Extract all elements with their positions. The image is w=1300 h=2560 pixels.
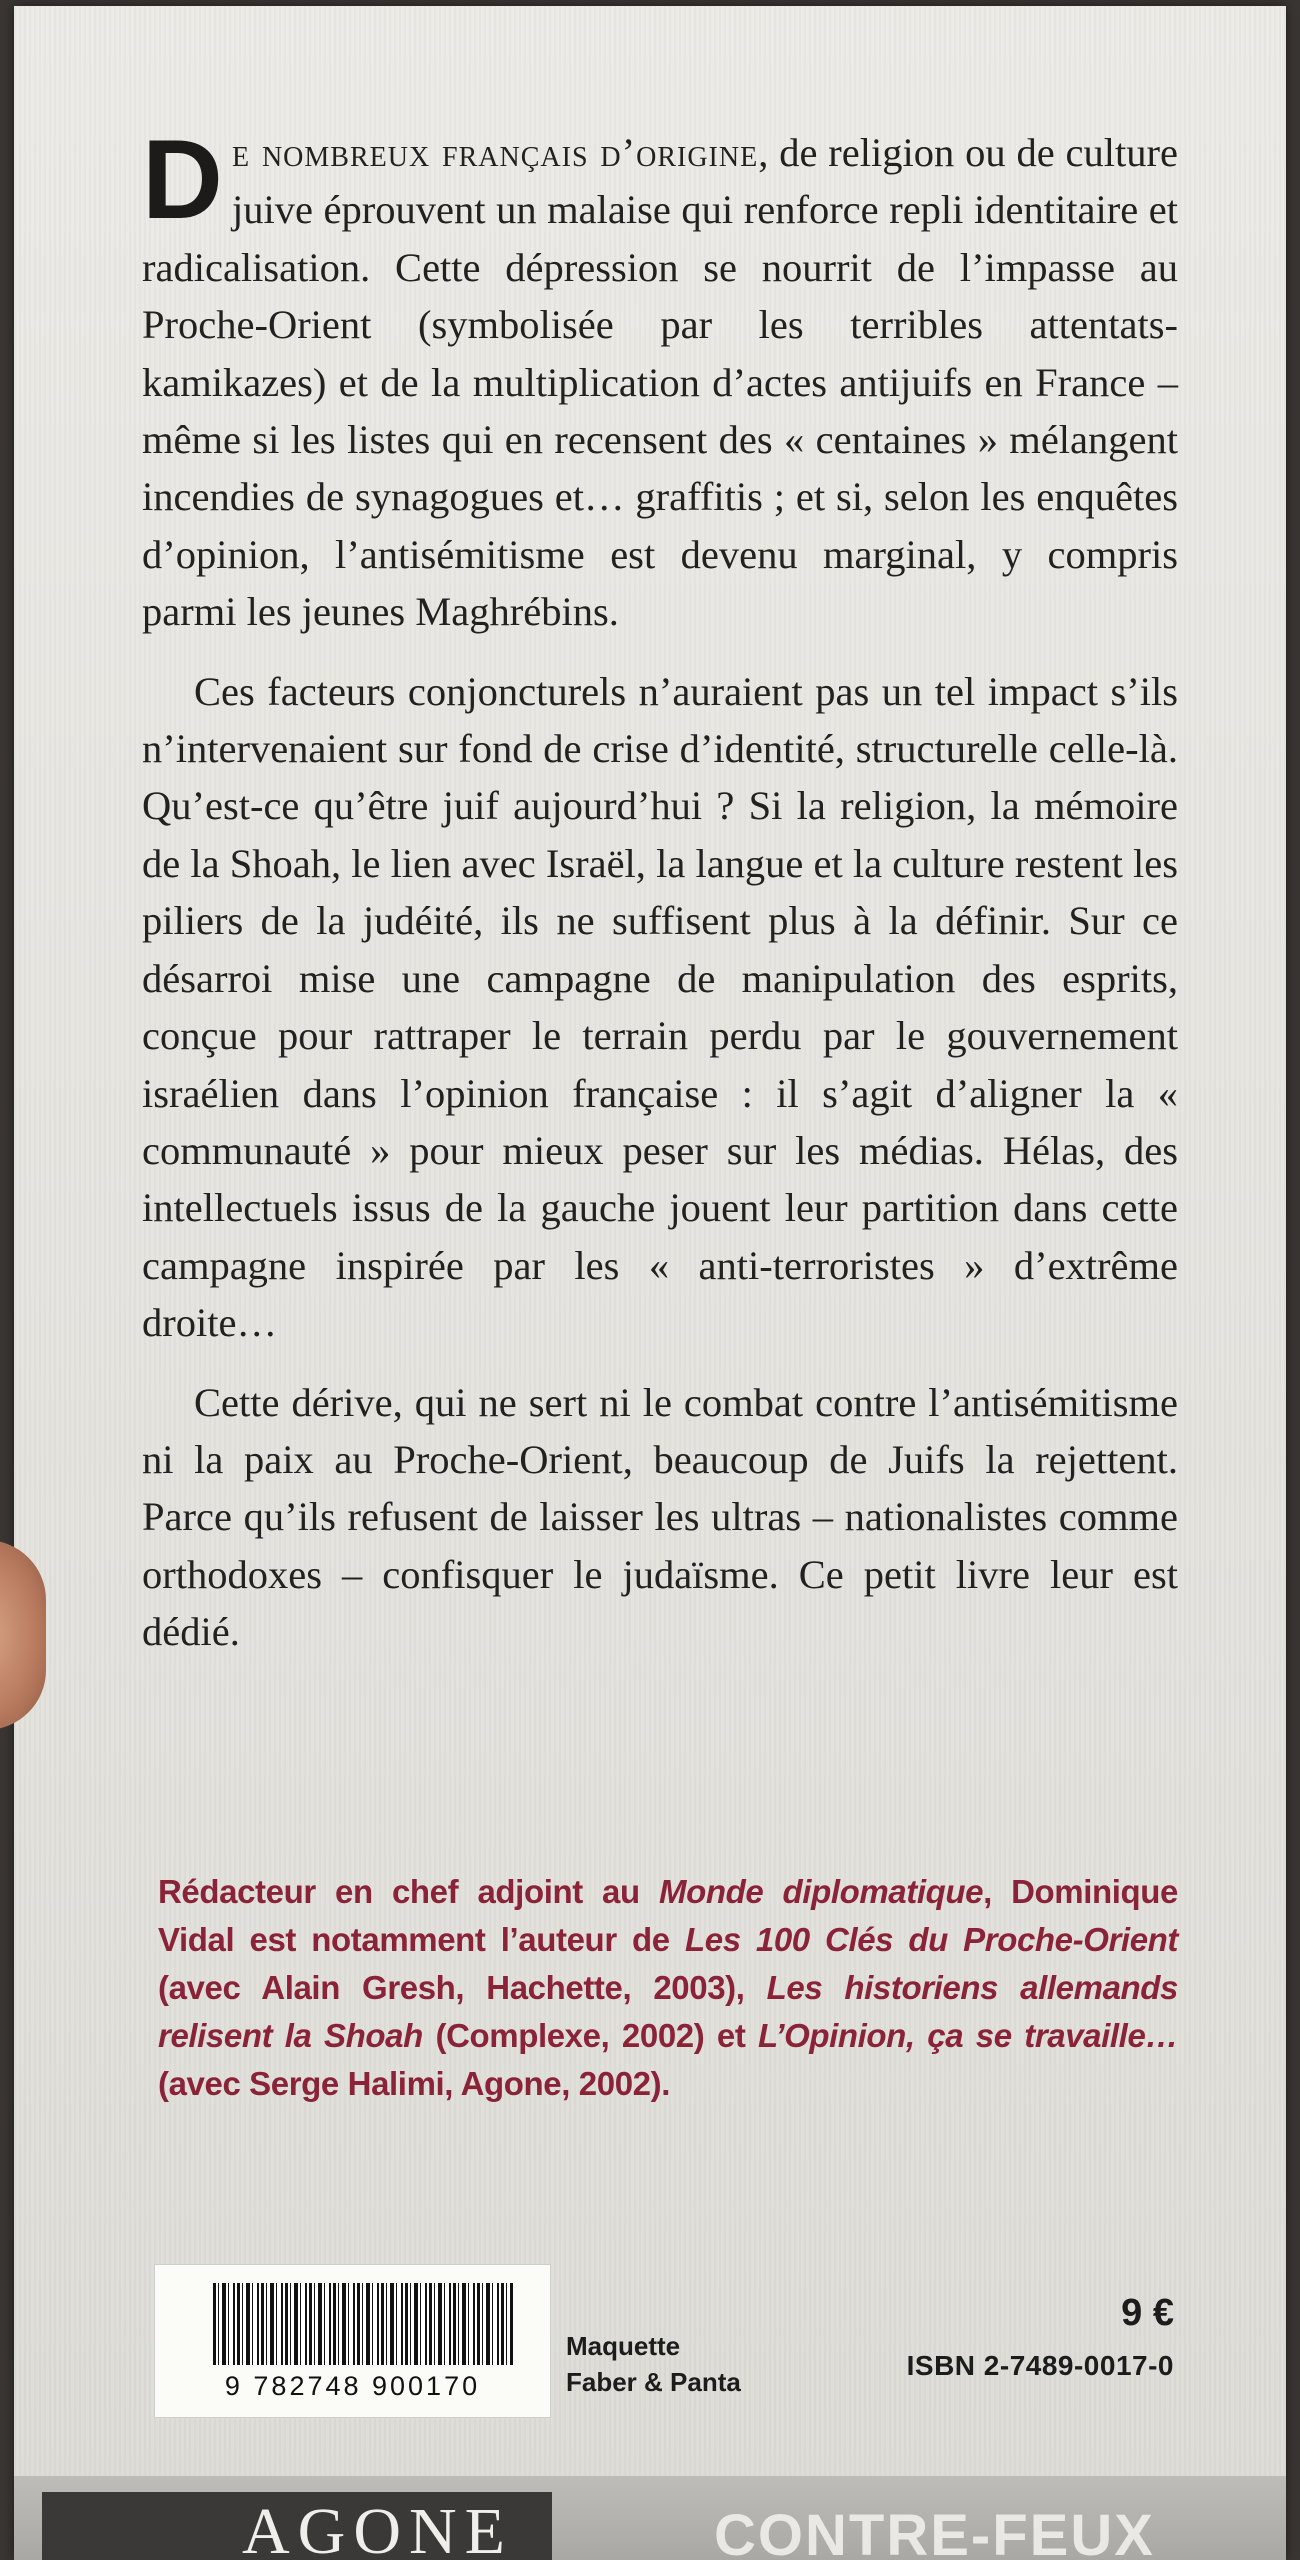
book-back-cover bbox=[14, 6, 1286, 2560]
lead-in-smallcaps: e nombreux français d’origine bbox=[232, 130, 759, 175]
paragraph-3: Cette dérive, qui ne sert ni le combat contre l’antisémitisme ni la paix au Proche-Orient, beaucoup de Juifs la rejettent. Parce qu’ils refusent de laisser les ultras – nationalistes comme orthodoxes – confisquer le judaïsme. Ce petit livre leur est dédié. bbox=[142, 1379, 1178, 1655]
isbn: ISBN 2-7489-0017-0 bbox=[906, 2350, 1174, 2381]
bio-title-100-cles: Les 100 Clés du Proche-Orient bbox=[684, 1921, 1178, 1958]
drop-cap: D bbox=[142, 117, 223, 242]
bio-text-5: (avec Serge Halimi, Agone, 2002). bbox=[158, 2065, 670, 2102]
back-cover-blurb bbox=[142, 117, 1178, 1661]
design-credit-names: Faber & Panta bbox=[566, 2367, 741, 2397]
design-credit bbox=[566, 2328, 741, 2400]
publisher-logo: AGONE bbox=[42, 2492, 552, 2560]
bio-text-1: Rédacteur en chef adjoint au bbox=[158, 1873, 659, 1910]
paragraph-1 bbox=[142, 117, 1178, 641]
bio-text-3: (avec Alain Gresh, Hachette, 2003), bbox=[158, 1969, 767, 2006]
paragraph-1-text: , de religion ou de culture juive éprouvent un malaise qui renforce repli identitaire et radicalisation. Cette dépression se nourrit de l’impasse au Proche-Orient (symbolisée par les terribles attentats-kamikazes) et de la multiplication d’actes antijuifs en France – même si les listes qui en recensent des « centaines » mélangent incendies de synagogues et… graffitis ; et si, selon les enquêtes d’opinion, l’antisémitisme est devenu marginal, y compris parmi les jeunes Maghrébins. bbox=[142, 130, 1178, 635]
bio-text-4: (Complexe, 2002) et bbox=[422, 2017, 759, 2054]
author-bio bbox=[158, 1868, 1178, 2108]
barcode-number: 9 782748 900170 bbox=[224, 2371, 481, 2401]
collection-logo: CONTRE-FEUX bbox=[714, 2503, 1155, 2560]
barcode-bars bbox=[213, 2283, 513, 2365]
bio-title-monde: Monde diplomatique bbox=[659, 1873, 984, 1910]
bio-title-historiens: Les historiens allemands relisent la Shoah bbox=[158, 1969, 1178, 2054]
design-credit-label: Maquette bbox=[566, 2331, 681, 2361]
bio-title-opinion: L’Opinion, ça se travaille… bbox=[758, 2017, 1178, 2054]
bio-text-2: , Dominique Vidal est notamment l’auteur de bbox=[158, 1873, 1178, 1958]
paragraph-2: Ces facteurs conjoncturels n’auraient pas un tel impact s’ils n’intervenaient sur fond de crise d’identité, structurelle celle-là. Qu’est-ce qu’être juif aujourd’hui ? Si la religion, la mémoire de la Shoah, le lien avec Israël, la langue et la culture restent les piliers de la judéité, ils ne suffisent plus à la définir. Sur ce désarroi mise une campagne de manipulation des esprits, conçue pour rattraper le terrain perdu par le gouvernement israélien dans l’opinion française : il s’agit d’aligner la « communauté » pour mieux peser sur les médias. Hélas, des intellectuels issus de la gauche jouent leur partition dans cette campagne inspirée par les « anti-terroristes » d’extrême droite… bbox=[142, 668, 1178, 1346]
barcode bbox=[154, 2264, 551, 2418]
price: 9 € bbox=[1121, 2292, 1174, 2334]
